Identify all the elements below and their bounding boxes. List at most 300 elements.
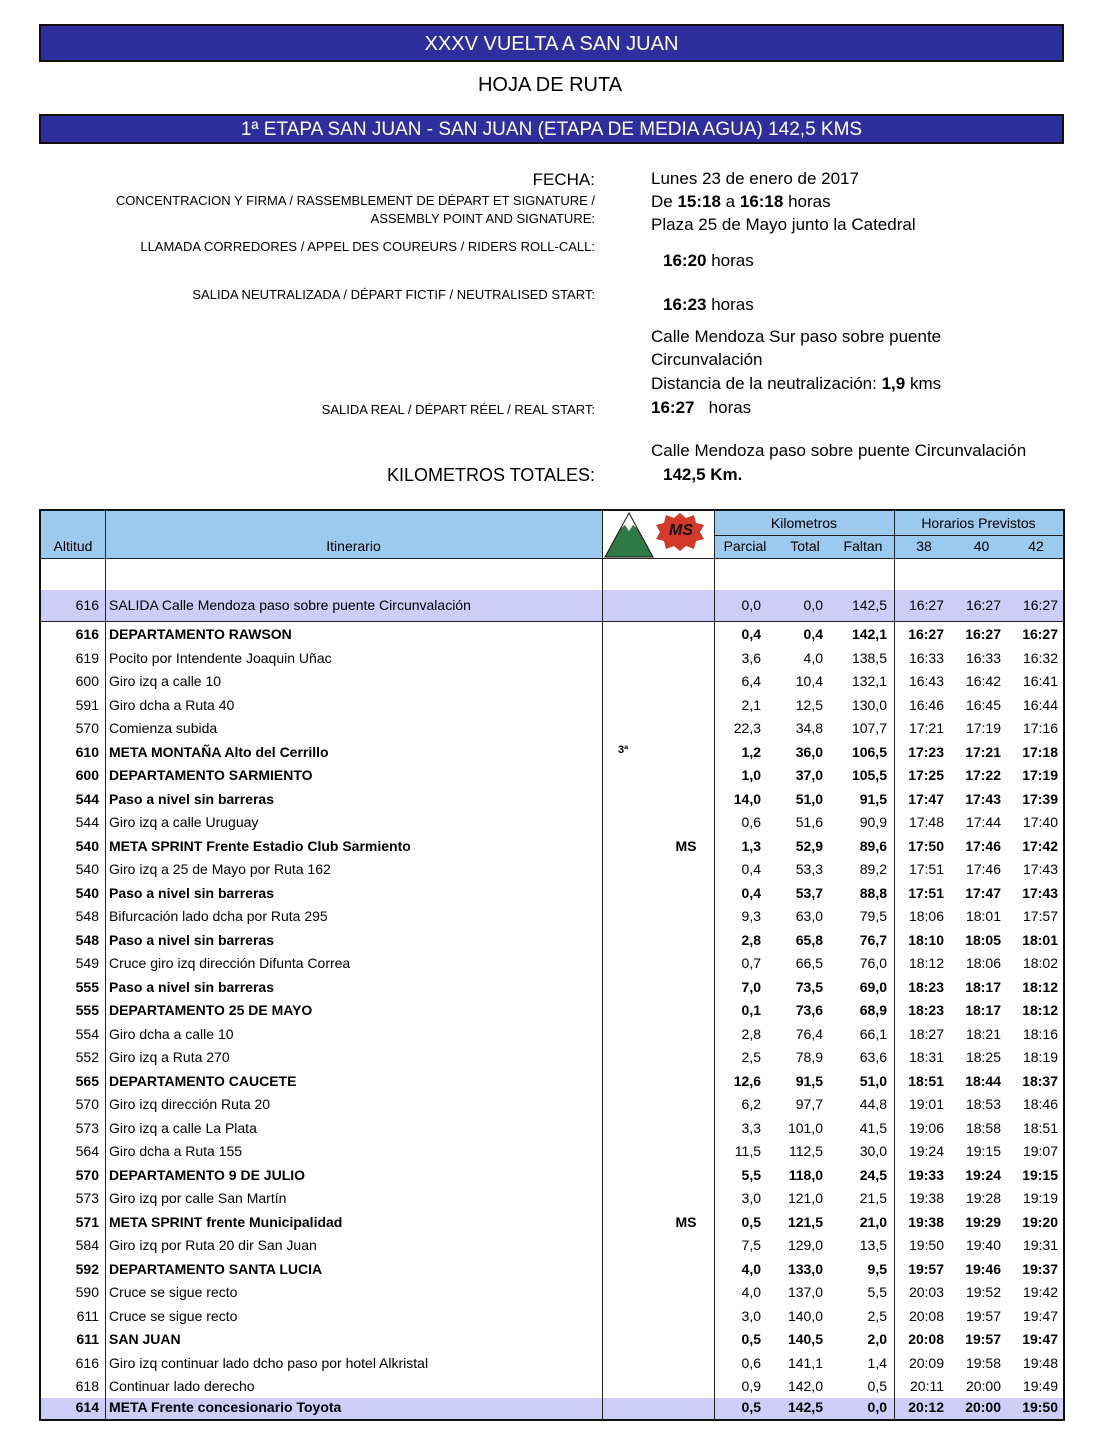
km-total-cell: 37,0 [795,767,823,783]
km-faltan-cell: 68,9 [859,1002,887,1018]
km-parcial-cell: 4,0 [741,1284,761,1300]
time-42-cell: 16:44 [1022,696,1058,713]
km-faltan-cell: 91,5 [859,790,887,807]
grid-line [602,511,603,1419]
col-h42: 42 [1028,538,1044,554]
time-40-cell: 18:17 [965,1002,1001,1018]
real-start-place: Calle Mendoza paso sobre puente Circunvalación [651,441,1027,460]
itinerary-cell: Paso a nivel sin barreras [109,790,274,807]
time-42-cell: 17:19 [1022,767,1058,783]
altitude-cell: 611 [76,1307,99,1324]
km-faltan-cell: 24,5 [859,1166,887,1183]
altitude-cell: 555 [75,1002,99,1018]
km-total-cell: 36,0 [795,743,823,760]
time-40-cell: 19:24 [965,1166,1001,1183]
km-faltan-cell: 89,6 [859,837,887,854]
km-faltan-cell: 106,5 [851,743,887,760]
altitude-cell: 548 [75,908,99,924]
time-40-cell: 19:57 [965,1307,1001,1324]
time-42-cell: 18:02 [1022,955,1058,971]
km-parcial-cell: 14,0 [733,790,761,807]
km-total-cell: 121,0 [787,1190,823,1206]
time-42-cell: 19:31 [1022,1237,1058,1253]
col-parcial: Parcial [723,538,767,554]
km-total-cell: 121,5 [787,1213,823,1230]
itinerary-cell: Paso a nivel sin barreras [109,931,274,948]
altitude-cell: 570 [75,1096,99,1112]
altitude-cell: 592 [75,1260,99,1277]
llamada-label: LLAMADA CORREDORES / APPEL DES COUREURS / RIDERS ROLL-CALL: [140,239,595,254]
itinerary-cell: DEPARTAMENTO CAUCETE [109,1072,297,1089]
itinerary-cell: Giro izq por Ruta 20 dir San Juan [109,1237,317,1253]
time-38-cell: 20:03 [908,1284,944,1300]
time-42-cell: 19:50 [1022,1399,1058,1415]
km-total-cell: 12,5 [795,696,823,713]
km-total-cell: 129,0 [787,1237,823,1253]
stage-title-bar [39,114,1064,144]
km-parcial-cell: 0,4 [741,884,761,901]
km-faltan-cell: 51,0 [859,1072,887,1089]
km-total-cell: 0,4 [803,626,823,642]
sprint-cell: MS [675,837,697,854]
km-parcial-cell: 0,9 [741,1378,761,1394]
altitude-cell: 565 [75,1072,99,1089]
time-38-cell: 18:23 [908,978,944,995]
time-40-cell: 18:53 [965,1096,1001,1112]
time-42-cell: 16:27 [1022,597,1058,613]
table-row [41,1398,1063,1419]
km-total-cell: 112,5 [789,1143,823,1159]
time-38-cell: 18:06 [908,908,944,924]
itinerary-cell: Continuar lado derecho [109,1378,255,1394]
time-38-cell: 19:38 [908,1213,944,1230]
km-total-cell: 78,9 [795,1049,823,1065]
table-row [41,647,1063,670]
km-total-cell: 142,0 [787,1378,823,1394]
km-total-cell: 65,8 [795,931,823,948]
time-40-cell: 20:00 [965,1378,1001,1394]
time-42-cell: 18:12 [1022,978,1058,995]
time-40-cell: 19:52 [965,1284,1001,1300]
time-40-cell: 18:58 [965,1119,1001,1136]
altitude-cell: 610 [75,743,99,760]
neutral-dist-value: 1,9 [881,374,906,393]
km-total-value: 142,5 Km. [663,465,743,484]
time-40-cell: 17:19 [965,720,1001,736]
time-42-cell: 18:01 [1022,931,1058,948]
neutral-place-1: Calle Mendoza Sur paso sobre puente [651,327,942,346]
km-faltan-cell: 130,0 [851,696,887,713]
km-faltan-cell: 21,0 [859,1213,887,1230]
time-40-cell: 19:58 [965,1354,1001,1371]
time-40-cell: 16:42 [965,673,1001,689]
mountain-category-cell: 3ª [618,743,629,756]
km-faltan-cell: 41,5 [859,1119,887,1136]
race-title-bar [39,24,1064,62]
km-faltan-cell: 1,4 [867,1354,887,1371]
km-parcial-cell: 1,3 [741,837,761,854]
altitude-cell: 570 [75,720,99,736]
time-40-cell: 19:40 [965,1237,1001,1253]
km-faltan-cell: 142,5 [851,597,887,613]
stage-title: 1ª ETAPA SAN JUAN - SAN JUAN (ETAPA DE MEDIA AGUA) 142,5 KMS [240,119,863,140]
km-parcial-cell: 22,3 [733,720,761,736]
km-total-cell: 140,5 [787,1331,823,1347]
km-parcial-cell: 2,5 [741,1049,761,1065]
km-total-cell: 53,7 [795,884,823,901]
time-38-cell: 18:23 [908,1002,944,1018]
itinerary-cell: Pocito por Intendente Joaquin Uñac [109,649,332,666]
time-42-cell: 16:41 [1022,673,1058,689]
table-row [41,858,1063,881]
km-parcial-cell: 0,5 [741,1213,761,1230]
km-parcial-cell: 6,4 [741,673,761,689]
itinerary-cell: DEPARTAMENTO SARMIENTO [109,767,313,783]
time-42-cell: 17:18 [1022,743,1058,760]
time-40-cell: 16:45 [965,696,1001,713]
time-38-cell: 18:10 [908,931,944,948]
time-38-cell: 17:21 [908,720,944,736]
km-faltan-cell: 132,1 [851,673,887,689]
time-40-cell: 18:05 [965,931,1001,948]
time-42-cell: 18:16 [1022,1025,1058,1042]
sprint-badge-label: MS [669,522,693,539]
grid-line [894,511,895,1419]
table-row [41,1328,1063,1351]
km-parcial-cell: 0,4 [741,861,761,877]
col-kilometros: Kilometros [770,515,838,531]
time-38-cell: 20:11 [910,1378,944,1394]
table-row [41,788,1063,811]
time-42-cell: 17:42 [1022,837,1058,854]
time-38-cell: 18:27 [908,1025,944,1042]
time-42-cell: 18:12 [1022,1002,1058,1018]
time-38-cell: 20:08 [908,1307,944,1324]
km-parcial-cell: 3,6 [741,649,761,666]
altitude-cell: 619 [75,649,99,666]
km-faltan-cell: 0,0 [867,1399,887,1415]
table-row [41,1117,1063,1140]
col-total: Total [790,538,820,554]
itinerary-cell: Giro dcha a Ruta 40 [109,696,235,713]
time-40-cell: 19:57 [965,1331,1001,1347]
concentracion-pre: De [651,192,678,211]
time-42-cell: 19:42 [1022,1284,1058,1300]
time-42-cell: 16:32 [1022,649,1058,666]
km-total-cell: 91,5 [795,1072,823,1089]
km-faltan-cell: 76,7 [859,931,887,948]
time-42-cell: 19:15 [1022,1166,1058,1183]
table-row [41,1093,1063,1116]
altitude-cell: 590 [75,1284,99,1300]
itinerary-cell: Giro izq a 25 de Mayo por Ruta 162 [109,861,331,877]
neutral-unit: horas [711,295,754,314]
altitude-cell: 570 [75,1166,99,1183]
neutral-dist-label: Distancia de la neutralización: [651,374,882,393]
km-parcial-cell: 7,0 [741,978,761,995]
table-row [41,952,1063,975]
km-parcial-cell: 0,1 [741,1002,761,1018]
km-total-cell: 118,0 [788,1166,823,1183]
concentracion-label-2: ASSEMBLY POINT AND SIGNATURE: [370,211,595,226]
time-40-cell: 16:27 [965,626,1001,642]
itinerary-cell: DEPARTAMENTO RAWSON [109,626,292,642]
itinerary-cell: Giro izq por calle San Martín [109,1190,287,1206]
km-parcial-cell: 6,2 [741,1096,761,1112]
altitude-cell: 584 [75,1237,99,1253]
time-40-cell: 19:46 [965,1260,1001,1277]
time-38-cell: 18:31 [908,1049,944,1065]
table-row [41,1140,1063,1163]
time-42-cell: 19:48 [1022,1354,1058,1371]
llamada-time: 16:20 [663,251,707,270]
table-row [41,623,1063,646]
real-start-unit: horas [708,398,752,417]
km-parcial-cell: 5,5 [741,1166,761,1183]
header-subrule [714,535,1063,536]
table-row [41,1164,1063,1187]
time-40-cell: 20:00 [965,1399,1001,1415]
time-40-cell: 18:25 [965,1049,1001,1065]
km-parcial-cell: 0,4 [741,626,761,642]
race-title: XXXV VUELTA A SAN JUAN [424,33,679,55]
km-parcial-cell: 3,3 [741,1119,761,1136]
altitude-cell: 540 [75,861,99,877]
km-parcial-cell: 12,6 [733,1072,761,1089]
itinerary-cell: Giro izq a calle 10 [109,673,222,689]
itinerary-cell: Bifurcación lado dcha por Ruta 295 [109,908,328,924]
km-faltan-cell: 30,0 [859,1143,887,1159]
table-row [41,694,1063,717]
time-42-cell: 19:19 [1022,1190,1058,1206]
km-parcial-cell: 1,0 [741,767,761,783]
fecha-label: FECHA: [532,170,595,189]
altitude-cell: 552 [75,1049,99,1065]
km-parcial-cell: 0,5 [741,1399,761,1415]
km-parcial-cell: 0,6 [741,814,761,830]
time-42-cell: 18:51 [1022,1119,1058,1136]
km-faltan-cell: 0,5 [867,1378,887,1394]
km-total-cell: 141,1 [787,1354,823,1371]
km-faltan-cell: 13,5 [859,1237,887,1253]
time-42-cell: 18:19 [1022,1049,1058,1065]
altitude-cell: 540 [75,884,99,901]
time-40-cell: 19:15 [965,1143,1001,1159]
altitude-cell: 611 [76,1331,99,1347]
altitude-cell: 616 [75,597,99,613]
itinerary-cell: Giro dcha a calle 10 [109,1025,234,1042]
col-h38: 38 [916,538,932,554]
time-40-cell: 17:44 [965,814,1001,830]
time-42-cell: 19:37 [1022,1260,1058,1277]
km-faltan-cell: 66,1 [859,1025,887,1042]
km-parcial-cell: 2,8 [741,931,761,948]
km-faltan-cell: 105,5 [851,767,887,783]
itinerary-cell: SAN JUAN [109,1331,181,1347]
itinerary-cell: META MONTAÑA Alto del Cerrillo [109,743,329,760]
km-parcial-cell: 3,0 [741,1307,761,1324]
km-parcial-cell: 2,1 [741,696,761,713]
table-row [41,764,1063,787]
time-42-cell: 19:47 [1022,1331,1058,1347]
time-38-cell: 16:46 [908,696,944,713]
km-faltan-cell: 63,6 [859,1049,887,1065]
time-38-cell: 17:47 [908,790,944,807]
km-total-cell: 73,5 [795,978,823,995]
altitude-cell: 555 [75,978,99,995]
time-38-cell: 17:25 [908,767,944,783]
table-row [41,1281,1063,1304]
time-40-cell: 16:33 [965,649,1001,666]
itinerary-cell: DEPARTAMENTO 25 DE MAYO [109,1002,313,1018]
time-42-cell: 18:46 [1022,1096,1058,1112]
altitude-cell: 591 [75,696,99,713]
real-start-label: SALIDA REAL / DÉPART RÉEL / REAL START: [321,402,595,417]
itinerary-cell: META SPRINT frente Municipalidad [109,1213,343,1230]
time-38-cell: 19:24 [908,1143,944,1159]
km-parcial-cell: 11,5 [734,1143,761,1159]
header-rule [41,558,1063,559]
time-38-cell: 17:51 [908,884,944,901]
grid-line [714,511,715,1419]
time-38-cell: 17:50 [908,837,944,854]
time-40-cell: 17:46 [965,837,1001,854]
llamada-time-row [663,250,754,272]
time-38-cell: 18:51 [908,1072,944,1089]
km-parcial-cell: 0,6 [741,1354,761,1371]
page-subtitle: HOJA DE RUTA [477,74,623,96]
km-faltan-cell: 79,5 [859,908,887,924]
time-42-cell: 17:39 [1022,790,1058,807]
altitude-cell: 573 [75,1119,99,1136]
time-40-cell: 18:44 [965,1072,1001,1089]
km-faltan-cell: 21,5 [859,1190,887,1206]
itinerary-cell: META Frente concesionario Toyota [109,1399,342,1415]
col-altitud: Altitud [53,538,93,554]
km-faltan-cell: 69,0 [859,978,887,995]
col-h40: 40 [973,538,990,554]
km-total-cell: 10,4 [795,673,823,689]
altitude-cell: 616 [75,1354,99,1371]
itinerary-cell: Giro izq a calle Uruguay [109,814,259,830]
km-parcial-cell: 3,0 [741,1190,761,1206]
km-faltan-cell: 2,0 [867,1331,887,1347]
time-40-cell: 18:06 [965,955,1001,971]
concentracion-mid: a [720,192,740,211]
km-parcial-cell: 0,5 [741,1331,761,1347]
table-row [41,905,1063,928]
km-total-cell: 137,0 [787,1284,823,1300]
time-38-cell: 19:33 [908,1166,944,1183]
km-total-cell: 63,0 [795,908,823,924]
time-40-cell: 19:29 [965,1213,1001,1230]
km-total-cell: 97,7 [795,1096,823,1112]
altitude-cell: 549 [75,955,99,971]
km-parcial-cell: 9,3 [741,908,761,924]
km-faltan-cell: 107,7 [851,720,887,736]
km-total-label: KILOMETROS TOTALES: [386,465,595,485]
grid-line [105,511,106,1419]
km-total-cell: 51,6 [795,814,823,830]
itinerary-cell: Comienza subida [109,720,218,736]
table-row [41,1070,1063,1093]
km-total-cell: 133,0 [787,1260,823,1277]
table-row [41,1375,1063,1398]
km-total-cell: 142,5 [787,1399,823,1415]
table-row [41,1258,1063,1281]
time-42-cell: 17:57 [1022,908,1058,924]
time-38-cell: 17:48 [908,814,944,830]
neutral-label: SALIDA NEUTRALIZADA / DÉPART FICTIF / NEUTRALISED START: [192,287,595,302]
time-38-cell: 20:12 [908,1399,944,1415]
altitude-cell: 544 [75,814,99,830]
time-42-cell: 17:40 [1022,814,1058,830]
altitude-cell: 554 [75,1025,99,1042]
neutral-time-row [663,294,754,316]
km-faltan-cell: 89,2 [859,861,887,877]
altitude-cell: 614 [75,1399,99,1415]
altitude-cell: 544 [75,790,99,807]
time-38-cell: 20:09 [908,1354,944,1371]
altitude-cell: 600 [75,673,99,689]
neutral-distance [651,373,941,395]
table-row [41,835,1063,858]
table-row [41,929,1063,952]
km-faltan-cell: 44,8 [859,1096,887,1112]
itinerary-cell: Paso a nivel sin barreras [109,884,274,901]
km-total-cell: 0,0 [803,597,823,613]
col-horarios: Horarios Previstos [921,515,1036,531]
altitude-cell: 571 [75,1213,99,1230]
km-total-cell: 140,0 [787,1307,823,1324]
real-start-time: 16:27 [651,398,695,417]
itinerary-cell: Cruce se sigue recto [109,1307,238,1324]
table-row [41,1187,1063,1210]
km-parcial-cell: 4,0 [741,1260,761,1277]
table-row [41,999,1063,1022]
km-faltan-cell: 2,5 [867,1307,887,1324]
real-start-row [651,397,751,419]
time-40-cell: 17:43 [965,790,1001,807]
table-row [41,882,1063,905]
concentracion-time [651,191,831,213]
sprint-cell: MS [675,1213,697,1230]
table-row [41,811,1063,834]
table-row [41,590,1063,621]
km-parcial-cell: 7,5 [741,1237,761,1253]
altitude-cell: 540 [75,837,99,854]
time-42-cell: 17:43 [1022,861,1058,877]
table-row [41,1352,1063,1375]
km-faltan-cell: 88,8 [859,884,887,901]
altitude-cell: 618 [75,1378,99,1394]
time-40-cell: 16:27 [965,597,1001,613]
altitude-cell: 616 [75,626,99,642]
km-parcial-cell: 2,8 [741,1025,761,1042]
neutral-dist-unit: kms [905,374,942,393]
altitude-cell: 573 [75,1190,99,1206]
time-38-cell: 16:43 [908,673,944,689]
time-40-cell: 17:22 [965,767,1001,783]
altitude-cell: 564 [75,1143,99,1159]
time-38-cell: 16:33 [908,649,944,666]
itinerary-cell: META SPRINT Frente Estadio Club Sarmiento [109,837,411,854]
concentracion-start: 15:18 [677,192,721,211]
time-42-cell: 18:37 [1022,1072,1058,1089]
concentracion-place: Plaza 25 de Mayo junto la Catedral [651,215,916,234]
llamada-unit: horas [711,251,754,270]
time-38-cell: 19:38 [908,1190,944,1206]
